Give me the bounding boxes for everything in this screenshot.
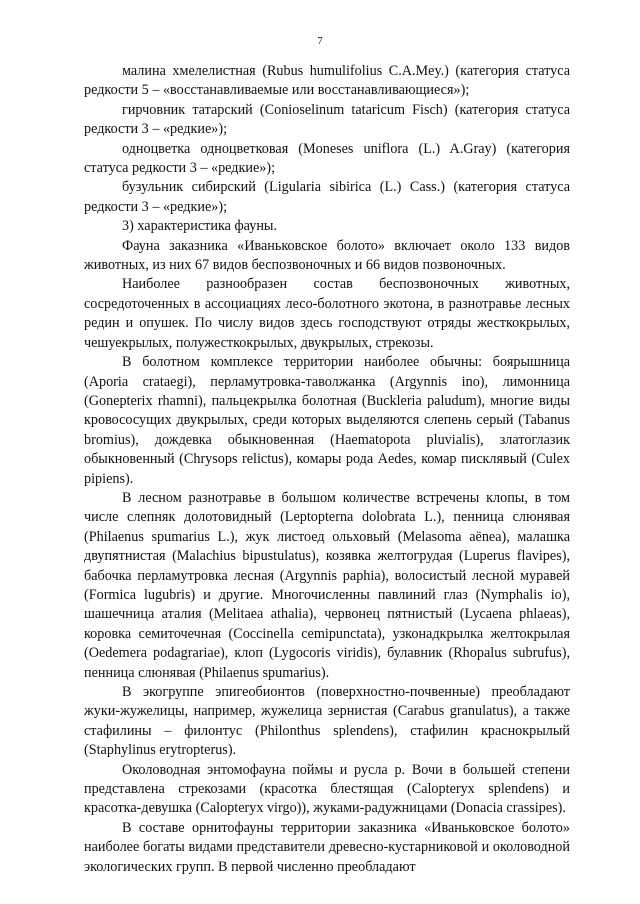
paragraph-bog-complex: В болотном комплексе территории наиболее обычны: боярышница (Aporia crataegi), перламутровка-таволжанка (Argynnis ino), лимонница (Gonepterix rhamni), пальцекрылка болотная (Buckleria paludum), многие виды кровососущих двукрылых, среди которых выделяются слепень серый (Tabanus bromius), дождевка обыкновенная (Haematopota pluvialis), златоглазик обыкновенный (Chrysops relictus), комары рода Aedes, комар писклявый (Culex pipiens).	[84, 354, 570, 487]
paragraph-forest-herbs: В лесном разнотравье в большом количестве встречены клопы, в том числе слепняк долотовидный (Leptopterna dolobrata L.), пенница слюнявая (Philaenus spumarius L.), жук листоед ольховый (Melasoma aënea), малашка двупятнистая (Malachius bipustulatus), козявка желтогрудая (Luperus flavipes), бабочка перламутровка лесная (Argynnis paphia), волосистый лесной муравей (Formica lugubris) и другие. Многочисленны павлиний глаз (Nymphalis io), шашечница аталия (Melitaea athalia), червонец пятнистый (Lycaena phlaeas), коровка семиточечная (Coccinella cemipunctata), узконадкрылка желтокрылая (Oedemera podagrariae), клоп (Lygocoris viridis), булавник (Rhopalus subrufus), пенница слюнявая (Philaenus spumarius).	[84, 489, 570, 681]
page-number: 7	[317, 35, 323, 47]
paragraph-rubus: малина хмелелистная (Rubus humulifolius C.A.Mey.) (категория статуса редкости 5 – «восстанавливаемые или восстанавливающиеся»);	[84, 63, 570, 99]
paragraph-avifauna: В составе орнитофауны территории заказника «Иваньковское болото» наиболее богаты видами представители древесно-кустарниковой и околоводной экологических групп. В первой численно преобладают	[84, 819, 570, 875]
paragraph-moneses: одноцветка одноцветковая (Moneses uniflora (L.) A.Gray) (категория статуса редкости 3 – «редкие»);	[84, 140, 570, 177]
paragraph-fauna-summary: Фауна заказника «Иваньковское болото» включает около 133 видов животных, из них 67 видов беспозвоночных и 66 видов позвоночных.	[84, 237, 570, 274]
paragraph-conioselinum: гирчовник татарский (Conioselinum tataricum Fisch) (категория статуса редкости 3 – «редкие»);	[84, 101, 570, 138]
paragraph-epigeobionts: В экогруппе эпигеобионтов (поверхностно-почвенные) преобладают жуки-жужелицы, например, жужелица зернистая (Carabus granulatus), а также стафилины – филонтус (Philonthus splendens), стафилин краснокрылый (Staphylinus erytropterus).	[84, 684, 570, 759]
paragraph-ligularia: бузульник сибирский (Ligularia sibirica (L.) Cass.) (категория статуса редкости 3 – «редкие»);	[84, 179, 570, 215]
paragraph-riparian-entomofauna: Околоводная энтомофауна поймы и русла р. Вочи в большей степени представлена стрекозами (красотка блестящая (Calopteryx splendens) и красотка-девушка (Calopteryx virgo)), жуками-радужницами (Donacia crassipes).	[84, 761, 570, 817]
section-heading-fauna: 3) характеристика фауны.	[122, 218, 277, 235]
paragraph-invertebrates: Наиболее разнообразен состав беспозвоночных животных, сосредоточенных в ассоциациях лесо-болотного экотона, в разнотравье лесных редин и опушек. По числу видов здесь господствуют отряды жесткокрылых, чешуекрылых, полужесткокрылых, двукрылых, стрекозы.	[84, 276, 570, 351]
page-body	[84, 62, 570, 877]
